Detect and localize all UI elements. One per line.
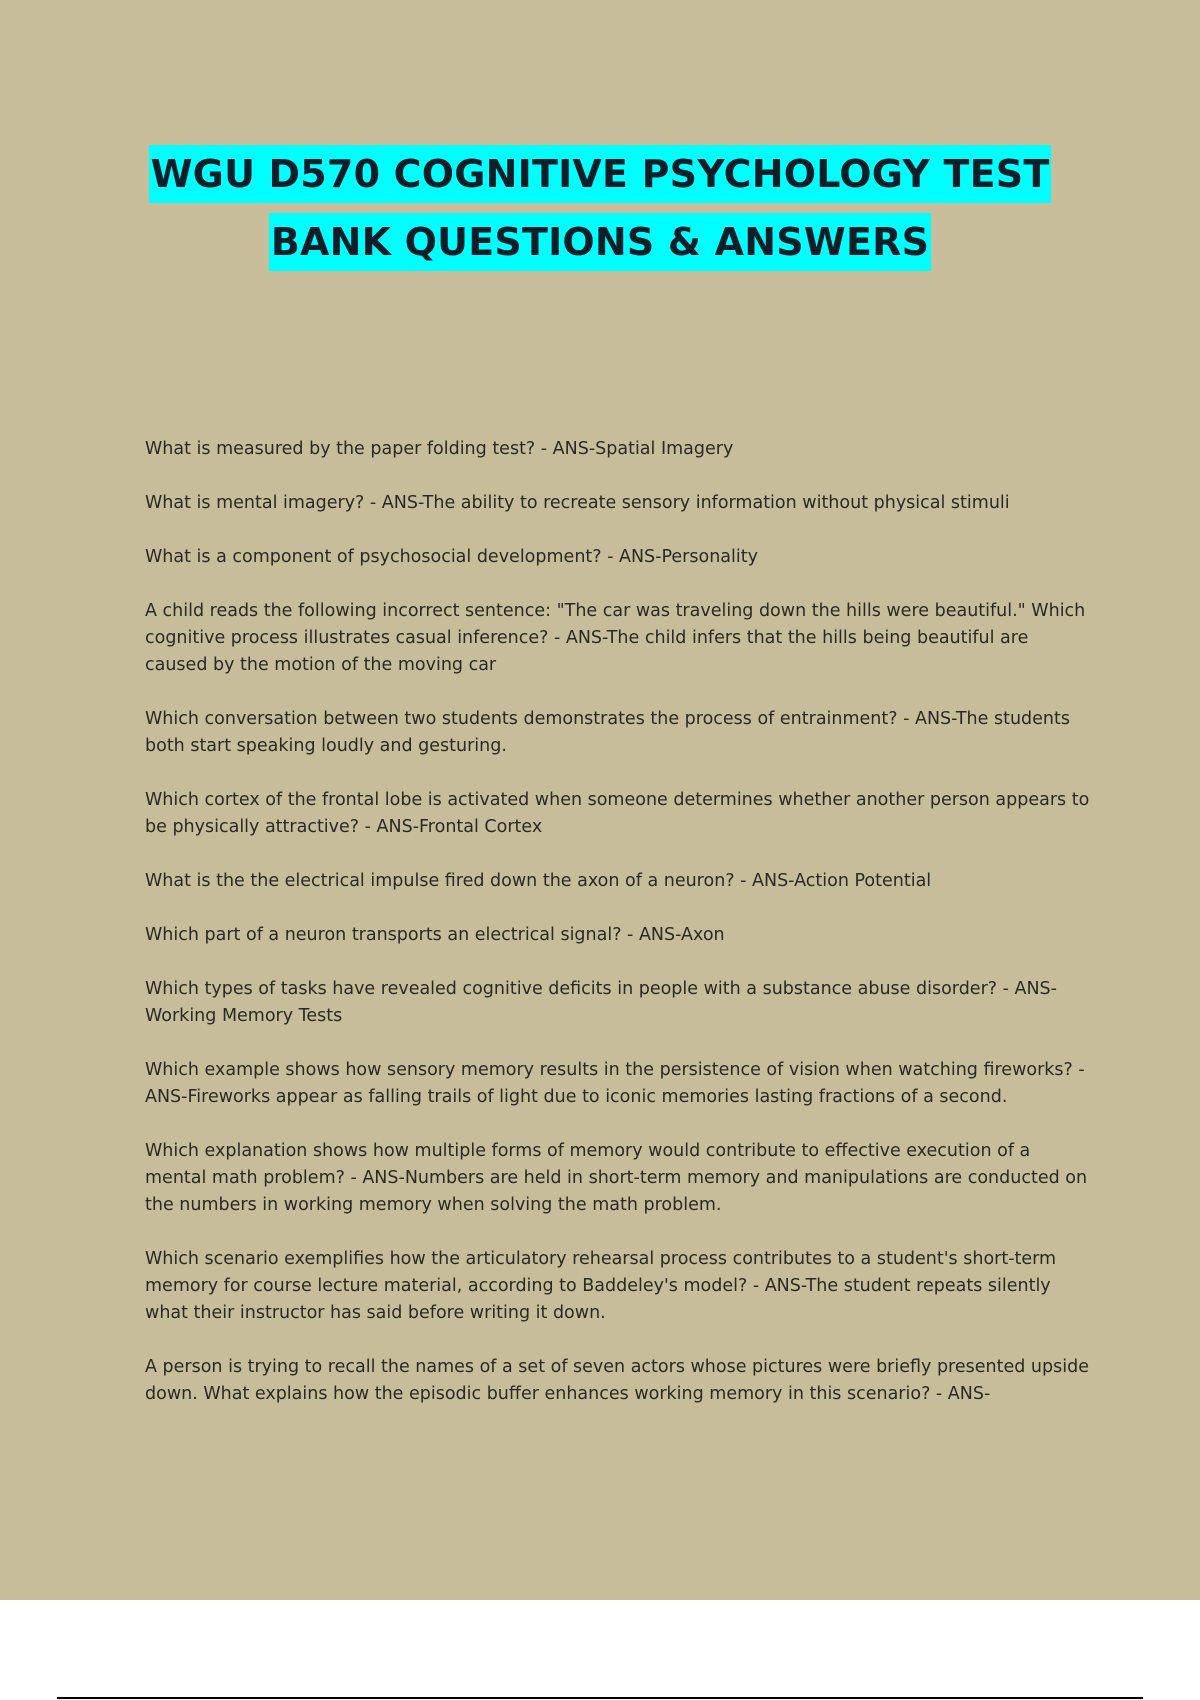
qa-item: Which explanation shows how multiple forms of memory would contribute to effective execution of a mental math problem? - ANS-Numbers are held in short-term memory and manipulations are conducted on the numbers in working memory when solving the math problem. [145,1141,1088,1215]
qa-item: Which types of tasks have revealed cognitive deficits in people with a substance abuse disorder? - ANS-Working Memory Tests [145,979,1057,1026]
question-answer-list [145,436,1095,1435]
qa-item: What is measured by the paper folding test? - ANS-Spatial Imagery [145,439,734,459]
qa-item: A child reads the following incorrect sentence: "The car was traveling down the hills were beautiful." Which cognitive process illustrates casual inference? - ANS-The child infers that the hills being beautiful are caused by the motion of the moving car [145,601,1086,675]
bottom-divider [57,1697,1143,1699]
qa-item: Which example shows how sensory memory results in the persistence of vision when watching fireworks? - ANS-Fireworks appear as falling trails of light due to iconic memories lasting fractions of a second. [145,1060,1085,1107]
qa-item: Which scenario exemplifies how the articulatory rehearsal process contributes to a student's short-term memory for course lecture material, according to Baddeley's model? - ANS-The student repeats silently what their instructor has said before writing it down. [145,1249,1057,1323]
qa-item: What is a component of psychosocial development? - ANS-Personality [145,547,758,567]
page-title [0,145,1200,271]
qa-item: A person is trying to recall the names of a set of seven actors whose pictures were briefly presented upside down. What explains how the episodic buffer enhances working memory in this scenario? - ANS- [145,1357,1089,1404]
qa-item: What is mental imagery? - ANS-The ability to recreate sensory information without physical stimuli [145,493,1010,513]
qa-item: Which conversation between two students demonstrates the process of entrainment? - ANS-The students both start speaking loudly and gesturing. [145,709,1070,756]
title-line-2: BANK QUESTIONS & ANSWERS [269,213,931,271]
qa-item: Which part of a neuron transports an electrical signal? - ANS-Axon [145,925,725,945]
qa-item: Which cortex of the frontal lobe is activated when someone determines whether another person appears to be physically attractive? - ANS-Frontal Cortex [145,790,1090,837]
qa-item: What is the the electrical impulse fired down the axon of a neuron? - ANS-Action Potential [145,871,932,891]
title-line-1: WGU D570 COGNITIVE PSYCHOLOGY TEST [149,145,1052,203]
